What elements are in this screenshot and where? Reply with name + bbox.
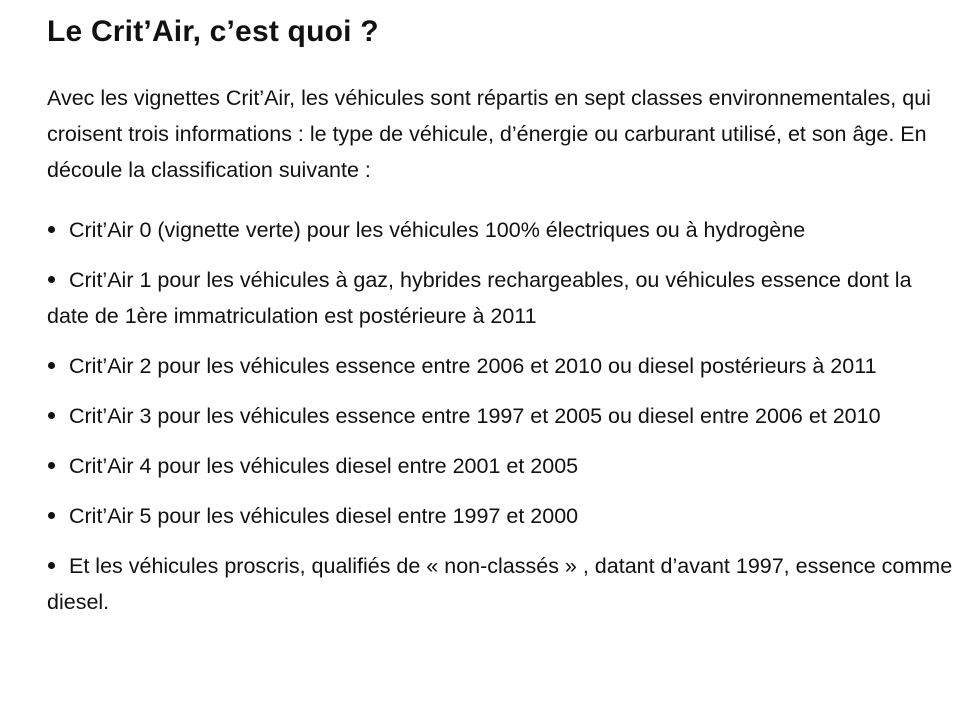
- bullet-icon: [48, 362, 55, 369]
- list-item-text: Et les véhicules proscris, qualifiés de « non-classés » , datant d’avant 1997, essence comme diesel.: [47, 554, 953, 614]
- list-item-text: Crit’Air 5 pour les véhicules diesel entre 1997 et 2000: [69, 504, 579, 528]
- list-item: [47, 448, 957, 484]
- list-item-text: Crit’Air 0 (vignette verte) pour les véhicules 100% électriques ou à hydrogène: [69, 218, 806, 242]
- list-item: [47, 212, 957, 248]
- article-title: Le Crit’Air, c’est quoi ?: [47, 15, 379, 48]
- list-item-text: Crit’Air 2 pour les véhicules essence entre 2006 et 2010 ou diesel postérieurs à 2011: [69, 354, 877, 378]
- classification-list: [47, 212, 957, 634]
- bullet-icon: [48, 276, 55, 283]
- bullet-icon: [48, 462, 55, 469]
- list-item: [47, 262, 957, 334]
- list-item-text: Crit’Air 3 pour les véhicules essence entre 1997 et 2005 ou diesel entre 2006 et 2010: [69, 404, 881, 428]
- bullet-icon: [48, 412, 55, 419]
- list-item-text: Crit’Air 4 pour les véhicules diesel entre 2001 et 2005: [69, 454, 579, 478]
- list-item: [47, 498, 957, 534]
- list-item: [47, 398, 957, 434]
- bullet-icon: [48, 512, 55, 519]
- list-item: [47, 548, 957, 620]
- article-intro: Avec les vignettes Crit’Air, les véhicules sont répartis en sept classes environnementales, qui croisent trois informations : le type de véhicule, d’énergie ou carburant utilisé, et son âge. En découle la classification suivante :: [47, 86, 931, 182]
- list-item: [47, 348, 957, 384]
- bullet-icon: [48, 226, 55, 233]
- list-item-text: Crit’Air 1 pour les véhicules à gaz, hybrides rechargeables, ou véhicules essence dont la date de 1ère immatriculation est postérieure à 2011: [47, 268, 912, 328]
- bullet-icon: [48, 562, 55, 569]
